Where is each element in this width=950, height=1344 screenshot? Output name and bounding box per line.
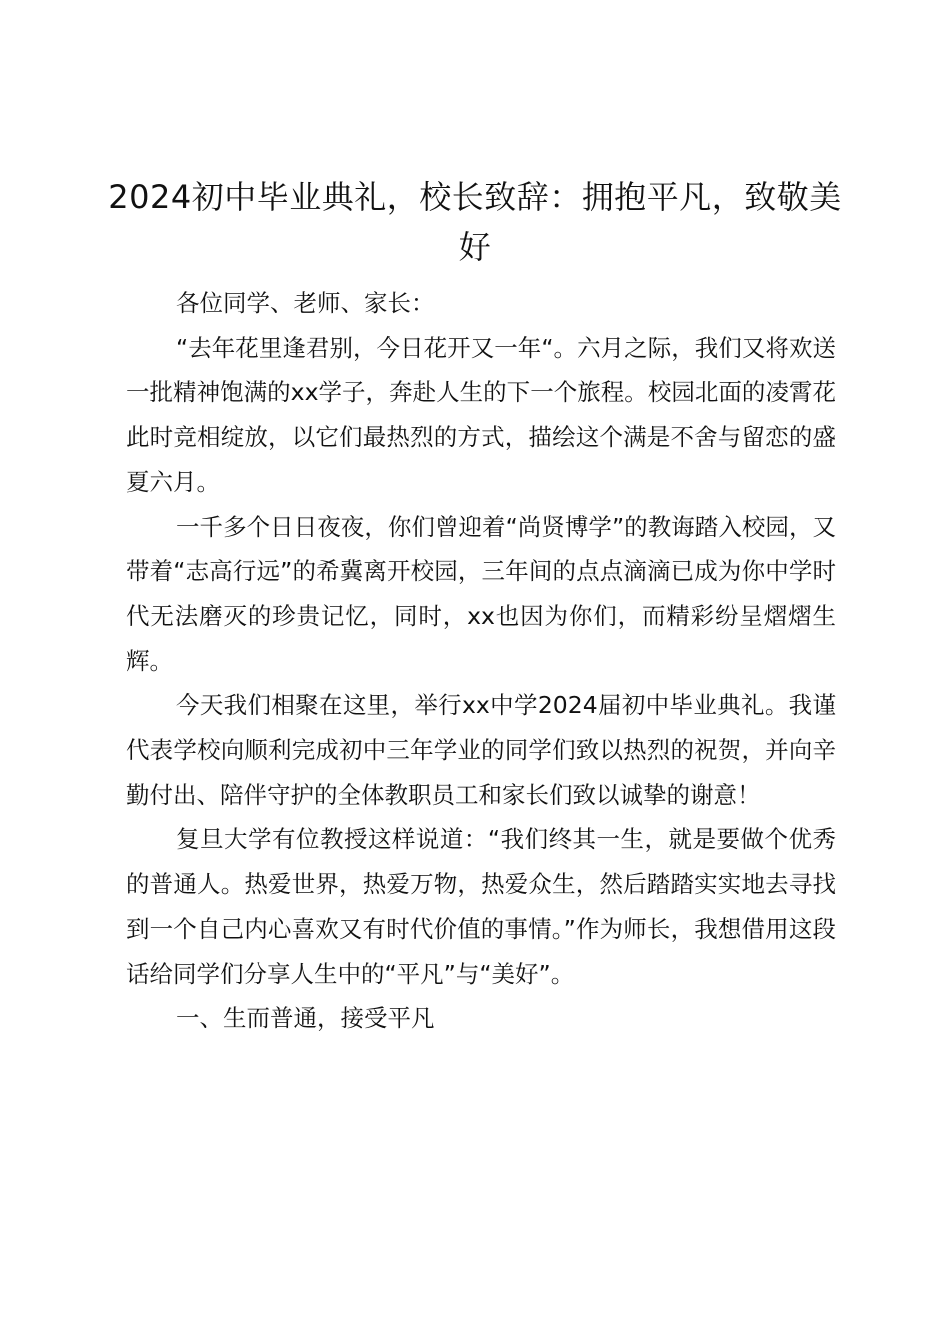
salutation-paragraph: 各位同学、老师、家长： <box>176 289 435 317</box>
document-body <box>126 281 836 1041</box>
body-paragraph: 复旦大学有位教授这样说道：“我们终其一生，就是要做个优秀的普通人。热爱世界，热爱万物，热爱众生，然后踏踏实实地去寻找到一个自己内心喜欢又有时代价值的事情。”作为师长，我想借用这段话给同学们分享人生中的“平凡”与“美好”。 <box>126 825 836 988</box>
document-title: 2024初中毕业典礼，校长致辞：拥抱平凡，致敬美好 <box>108 178 842 266</box>
body-paragraph: “去年花里逢君别，今日花开又一年“。六月之际，我们又将欢送一批精神饱满的xx学子，奔赴人生的下一个旅程。校园北面的凌霄花此时竞相绽放，以它们最热烈的方式，描绘这个满是不舍与留恋的盛夏六月。 <box>126 333 836 496</box>
body-paragraph: 一千多个日日夜夜，你们曾迎着“尚贤博学”的教诲踏入校园，又带着“志高行远”的希冀离开校园，三年间的点点滴滴已成为你中学时代无法磨灭的珍贵记忆，同时，xx也因为你们，而精彩纷呈熠熠生辉。 <box>126 512 836 675</box>
section-heading: 一、生而普通，接受平凡 <box>176 1004 435 1033</box>
body-paragraph: 今天我们相聚在这里，举行xx中学2024届初中毕业典礼。我谨代表学校向顺利完成初中三年学业的同学们致以热烈的祝贺，并向辛勤付出、陪伴守护的全体教职员工和家长们致以诚挚的谢意！ <box>126 691 836 809</box>
